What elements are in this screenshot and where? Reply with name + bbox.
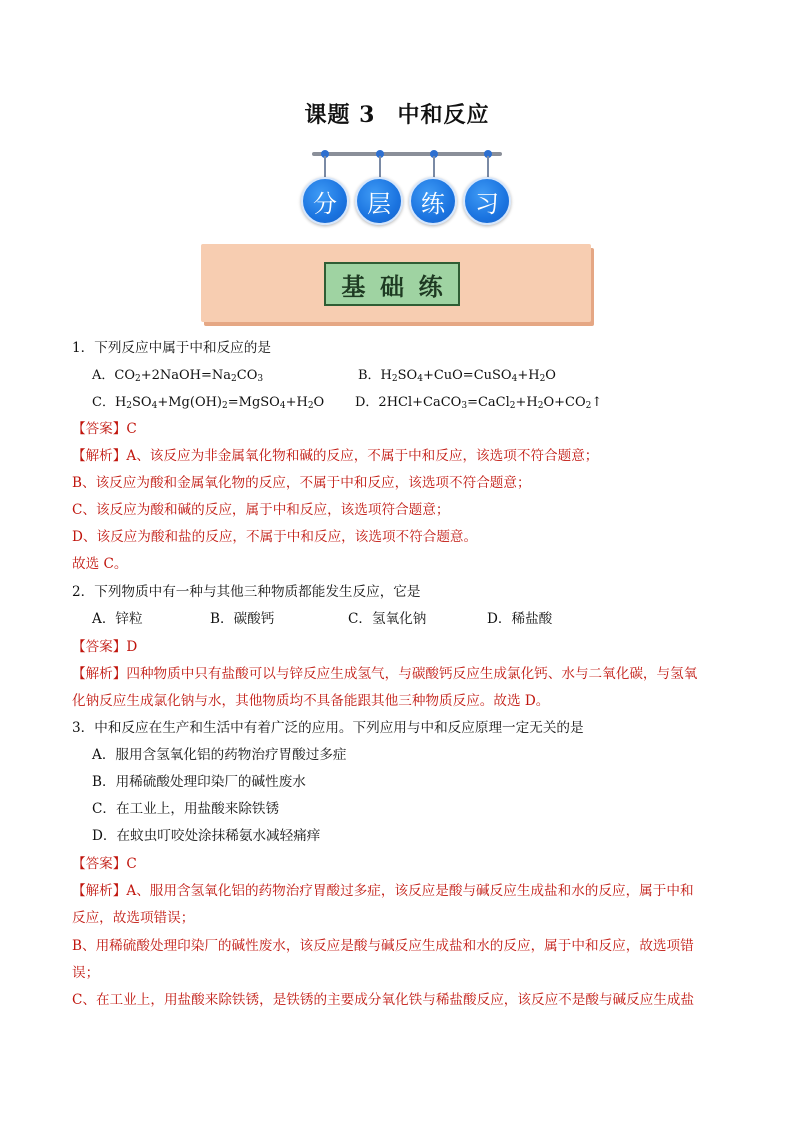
- rail-string: [487, 156, 489, 178]
- q1-analysis-4: D、该反应为酸和盐的反应，不属于中和反应，该选项不符合题意。: [72, 529, 478, 545]
- analysis-tag: 【解析】: [72, 666, 127, 682]
- q1-option-a: A．$CO_2+2NaOH=Na_2CO_3$: [92, 368, 264, 384]
- q3-analysis-5: C、在工业上，用盐酸来除铁锈，是铁锈的主要成分氧化铁与稀盐酸反应，该反应不是酸与碱反应生成盐: [72, 992, 695, 1008]
- answer-tag: 【答案】: [72, 421, 127, 437]
- q1-option-b: B．$H_2SO_4+CuO=CuSO_4+H_2O$: [358, 368, 556, 384]
- q1-analysis-5: 故选 C。: [72, 556, 128, 572]
- answer-value: C: [126, 421, 137, 437]
- page-title: [0, 98, 794, 129]
- section-char: 基: [341, 272, 366, 301]
- q3-option-a: A．服用含氢氧化铝的药物治疗胃酸过多症: [92, 747, 347, 763]
- answer-tag: 【答案】: [72, 639, 127, 655]
- analysis-tag: 【解析】: [72, 448, 127, 464]
- q2-option-d: D．稀盐酸: [487, 611, 553, 627]
- section-char: 础: [379, 272, 404, 301]
- badge-circle: 习: [463, 177, 511, 225]
- q1-answer: [72, 417, 137, 437]
- q3-answer: [72, 852, 137, 872]
- section-char: 练: [418, 272, 443, 301]
- badge-circle: 练: [409, 177, 457, 225]
- q1-option-c: C．$H_2SO_4+Mg(OH)_2=MgSO_4+H_2O$: [92, 395, 325, 411]
- rail-string: [433, 156, 435, 178]
- answer-tag: 【答案】: [72, 856, 127, 872]
- q1-option-d: D．$2HCl+CaCO_3=CaCl_2+H_2O+CO_2↑$: [355, 395, 603, 411]
- q3-stem: 3．中和反应在生产和生活中有着广泛的应用。下列应用与中和反应原理一定无关的是: [72, 720, 584, 736]
- q3-analysis-3: B、用稀硫酸处理印染厂的碱性废水，该反应是酸与碱反应生成盐和水的反应，属于中和反应，故选项错: [72, 938, 694, 954]
- q3-option-b: B．用稀硫酸处理印染厂的碱性废水: [92, 774, 306, 790]
- q2-option-c: C．氢氧化钠: [348, 611, 427, 627]
- section-label: [324, 262, 460, 306]
- q2-analysis-1: 【解析】四种物质中只有盐酸可以与锌反应生成氢气，与碳酸钙反应生成氯化钙、水与二氧化碳，与氢氧: [72, 666, 698, 682]
- q2-option-a: A．锌粒: [92, 611, 143, 627]
- q1-analysis-3: C、该反应为酸和碱的反应，属于中和反应，该选项符合题意；: [72, 502, 450, 518]
- answer-value: D: [126, 639, 138, 655]
- q3-option-c: C．在工业上，用盐酸来除铁锈: [92, 801, 280, 817]
- q1-analysis-1: 【解析】A、该反应为非金属氧化物和碱的反应，不属于中和反应，该选项不符合题意；: [72, 448, 599, 464]
- q2-option-b: B．碳酸钙: [210, 611, 275, 627]
- q2-stem: 2．下列物质中有一种与其他三种物质都能发生反应，它是: [72, 584, 421, 600]
- q2-analysis-2: 化钠反应生成氯化钠与水，其他物质均不具备能跟其他三种物质反应。故选 D。: [72, 693, 550, 709]
- badge-circle: 层: [355, 177, 403, 225]
- q3-analysis-4: 误；: [72, 965, 100, 981]
- q1-stem: 1．下列反应中属于中和反应的是: [72, 340, 271, 356]
- analysis-tag: 【解析】: [72, 883, 127, 899]
- q1-analysis-2: B、该反应为酸和金属氧化物的反应，不属于中和反应，该选项不符合题意；: [72, 475, 531, 491]
- badge-rail: [312, 152, 502, 156]
- rail-string: [324, 156, 326, 178]
- rail-string: [379, 156, 381, 178]
- q2-answer: [72, 635, 137, 655]
- q3-option-d: D．在蚊虫叮咬处涂抹稀氨水减轻痛痒: [92, 828, 321, 844]
- q3-analysis-1: 【解析】A、服用含氢氧化铝的药物治疗胃酸过多症，该反应是酸与碱反应生成盐和水的反应，属于中和: [72, 883, 694, 899]
- answer-value: C: [126, 856, 137, 872]
- q3-analysis-2: 反应，故选项错误；: [72, 910, 195, 926]
- title-part1: 课题 3: [304, 102, 376, 128]
- badge-circle: 分: [301, 177, 349, 225]
- title-part2: 中和反应: [397, 102, 490, 128]
